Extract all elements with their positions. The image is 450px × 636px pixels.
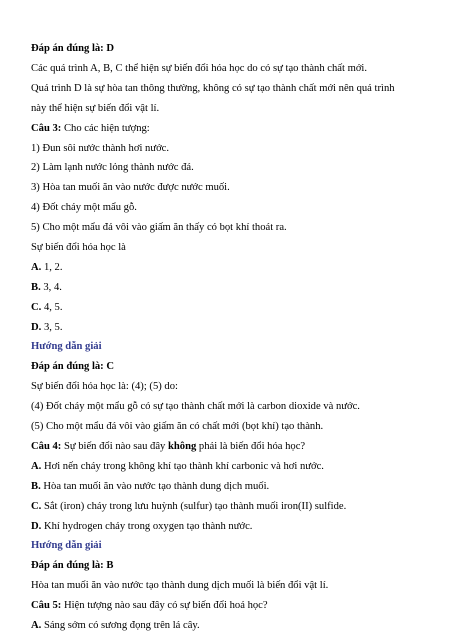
option-letter: D. [31,520,42,532]
question-number: Câu 5: [31,600,62,612]
question-3 [31,122,438,135]
option-b [31,281,438,294]
answer-line: Đáp án đúng là: B [31,560,114,572]
option-letter: B. [31,281,41,293]
question-text: Sự biến đổi nào sau đây [61,440,168,452]
option-a [31,619,438,632]
option-text: 3, 4. [40,281,62,293]
question-text: Hiện tượng nào sau đây có sự biến đổi hoá học? [61,600,268,612]
question-text: Cho các hiện tượng: [61,122,150,134]
option-letter: B. [31,480,41,492]
option-text: Sắt (iron) cháy trong lưu huỳnh (sulfur) tạo thành muối iron(II) sulfide. [41,500,347,512]
option-text: 3, 5. [41,321,63,333]
option-text: Sáng sớm có sương đọng trên lá cây. [41,620,200,631]
option-b [31,480,438,493]
option-d [31,520,438,533]
answer-line: Đáp án đúng là: D [31,43,115,54]
paragraph-line: Quá trình D là sự hòa tan thông thường, không có sự tạo thành chất mới nên quá trình [31,82,395,94]
option-letter: A. [31,261,42,273]
option-a [31,460,438,473]
question-5 [31,599,438,612]
guide-heading: Hướng dẫn giải [31,341,102,353]
option-letter: D. [31,321,42,333]
list-item: 2) Làm lạnh nước lỏng thành nước đá. [31,162,194,174]
question-number: Câu 3: [31,122,62,134]
question-number: Câu 4: [31,440,62,452]
option-text: 1, 2. [41,261,63,273]
option-text: Hơi nến cháy trong không khí tạo thành khí carbonic và hơi nước. [41,460,324,472]
question-emphasis: không [167,440,197,452]
option-letter: C. [31,500,42,512]
paragraph-line: (4) Đốt cháy một mẩu gỗ có sự tạo thành chất mới là carbon dioxide và nước. [31,401,360,413]
option-letter: C. [31,301,42,313]
option-a [31,261,438,274]
question-4 [31,440,438,453]
option-d [31,321,438,334]
answer-line: Đáp án đúng là: C [31,361,115,373]
option-letter: A. [31,620,42,631]
paragraph-line: Hòa tan muối ăn vào nước tạo thành dung dịch muối là biến đổi vật lí. [31,580,329,592]
list-item: 3) Hòa tan muối ăn vào nước được nước muối. [31,182,230,194]
option-text: Hòa tan muối ăn vào nước tạo thành dung dịch muối. [40,480,270,492]
list-item: 1) Đun sôi nước thành hơi nước. [31,142,170,154]
paragraph-line: Sự biến đổi hóa học là [31,242,126,253]
paragraph-line: này thể hiện sự biến đổi vật lí. [31,102,160,114]
guide-heading: Hướng dẫn giải [31,540,102,552]
option-letter: A. [31,460,42,472]
option-c [31,301,438,314]
list-item: 4) Đốt cháy một mẩu gỗ. [31,202,137,214]
option-text: Khí hydrogen cháy trong oxygen tạo thành nước. [41,520,253,532]
option-text: 4, 5. [41,301,63,313]
paragraph-line: Sự biến đổi hóa học là: (4); (5) do: [31,381,178,393]
question-text: phải là biến đổi hóa học? [196,440,306,452]
list-item: 5) Cho một mẩu đá vôi vào giấm ăn thấy có bọt khí thoát ra. [31,222,287,234]
paragraph-line: (5) Cho một mẩu đá vôi vào giấm ăn có chất mới (bọt khí) tạo thành. [31,421,324,432]
option-c [31,500,438,513]
paragraph-line: Các quá trình A, B, C thể hiện sự biến đổi hóa học do có sự tạo thành chất mới. [31,62,368,74]
